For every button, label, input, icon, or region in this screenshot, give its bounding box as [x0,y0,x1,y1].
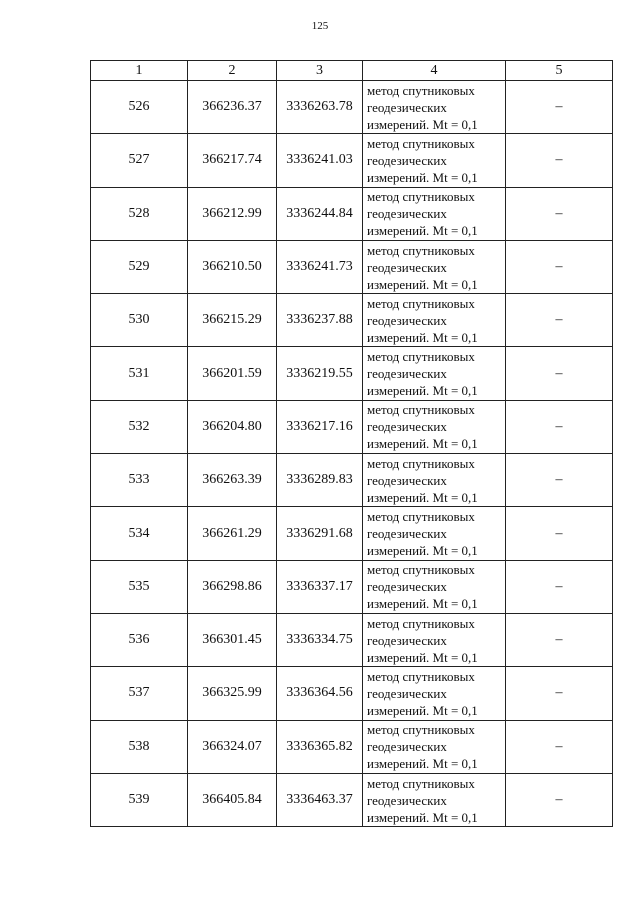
y-coordinate-cell: 3336337.17 [277,560,363,613]
method-cell [363,507,506,560]
table-body [91,81,613,827]
method-text-line: измерений. Mt = 0,1 [367,543,478,559]
y-coordinate-cell: 3336463.37 [277,773,363,826]
method-text-line: геодезических [367,419,447,435]
point-number-cell: 527 [91,134,188,187]
method-cell [363,454,506,507]
method-text-line: измерений. Mt = 0,1 [367,276,478,292]
method-text-line: измерений. Mt = 0,1 [367,489,478,505]
method-text-line: метод спутниковых [367,455,475,471]
table-row [91,773,613,826]
method-text-line: метод спутниковых [367,402,475,418]
table-header-row [91,61,613,81]
dash-cell: – [506,667,613,720]
column-header-1: 1 [91,61,188,81]
y-coordinate-cell: 3336291.68 [277,507,363,560]
method-cell [363,347,506,400]
table-row [91,187,613,240]
method-text-line: геодезических [367,632,447,648]
method-cell [363,720,506,773]
method-cell [363,294,506,347]
x-coordinate-cell: 366210.50 [188,240,277,293]
point-number-cell: 538 [91,720,188,773]
x-coordinate-cell: 366217.74 [188,134,277,187]
method-text-line: метод спутниковых [367,509,475,525]
method-text-line: метод спутниковых [367,189,475,205]
point-number-cell: 533 [91,454,188,507]
method-text-line: метод спутниковых [367,722,475,738]
method-text-line: геодезических [367,472,447,488]
dash-cell: – [506,134,613,187]
point-number-cell: 536 [91,613,188,666]
point-number-cell: 528 [91,187,188,240]
x-coordinate-cell: 366215.29 [188,294,277,347]
table-row [91,81,613,134]
y-coordinate-cell: 3336244.84 [277,187,363,240]
method-cell [363,187,506,240]
point-number-cell: 537 [91,667,188,720]
method-text-line: геодезических [367,579,447,595]
method-text-line: метод спутниковых [367,562,475,578]
y-coordinate-cell: 3336263.78 [277,81,363,134]
table-row [91,560,613,613]
method-text-line: метод спутниковых [367,668,475,684]
y-coordinate-cell: 3336219.55 [277,347,363,400]
method-text-line: измерений. Mt = 0,1 [367,169,478,185]
y-coordinate-cell: 3336217.16 [277,400,363,453]
method-text-line: измерений. Mt = 0,1 [367,116,478,132]
x-coordinate-cell: 366201.59 [188,347,277,400]
table-row [91,134,613,187]
x-coordinate-cell: 366204.80 [188,400,277,453]
point-number-cell: 526 [91,81,188,134]
y-coordinate-cell: 3336364.56 [277,667,363,720]
table-row [91,720,613,773]
method-cell [363,134,506,187]
dash-cell: – [506,294,613,347]
y-coordinate-cell: 3336365.82 [277,720,363,773]
method-text-line: геодезических [367,685,447,701]
x-coordinate-cell: 366325.99 [188,667,277,720]
method-text-line: геодезических [367,792,447,808]
coordinates-table [90,60,613,827]
method-text-line: метод спутниковых [367,615,475,631]
method-text-line: геодезических [367,366,447,382]
method-cell [363,667,506,720]
method-cell [363,560,506,613]
point-number-cell: 535 [91,560,188,613]
column-header-3: 3 [277,61,363,81]
method-text-line: геодезических [367,206,447,222]
table-row [91,400,613,453]
dash-cell: – [506,773,613,826]
method-text-line: метод спутниковых [367,82,475,98]
dash-cell: – [506,400,613,453]
dash-cell: – [506,560,613,613]
dash-cell: – [506,240,613,293]
table-row [91,507,613,560]
point-number-cell: 531 [91,347,188,400]
dash-cell: – [506,187,613,240]
x-coordinate-cell: 366405.84 [188,773,277,826]
method-text-line: измерений. Mt = 0,1 [367,756,478,772]
dash-cell: – [506,507,613,560]
point-number-cell: 532 [91,400,188,453]
y-coordinate-cell: 3336334.75 [277,613,363,666]
x-coordinate-cell: 366301.45 [188,613,277,666]
method-text-line: метод спутниковых [367,349,475,365]
method-text-line: геодезических [367,259,447,275]
point-number-cell: 534 [91,507,188,560]
method-text-line: геодезических [367,526,447,542]
method-cell [363,240,506,293]
point-number-cell: 530 [91,294,188,347]
y-coordinate-cell: 3336241.03 [277,134,363,187]
method-cell [363,81,506,134]
method-cell [363,613,506,666]
x-coordinate-cell: 366263.39 [188,454,277,507]
method-text-line: метод спутниковых [367,295,475,311]
point-number-cell: 529 [91,240,188,293]
x-coordinate-cell: 366298.86 [188,560,277,613]
method-text-line: геодезических [367,99,447,115]
y-coordinate-cell: 3336289.83 [277,454,363,507]
table-row [91,454,613,507]
table-row [91,240,613,293]
method-text-line: измерений. Mt = 0,1 [367,223,478,239]
method-text-line: измерений. Mt = 0,1 [367,809,478,825]
point-number-cell: 539 [91,773,188,826]
column-header-2: 2 [188,61,277,81]
x-coordinate-cell: 366212.99 [188,187,277,240]
dash-cell: – [506,720,613,773]
method-text-line: метод спутниковых [367,775,475,791]
table-row [91,294,613,347]
dash-cell: – [506,613,613,666]
method-cell [363,400,506,453]
table-row [91,347,613,400]
method-text-line: измерений. Mt = 0,1 [367,383,478,399]
method-text-line: измерений. Mt = 0,1 [367,649,478,665]
method-text-line: измерений. Mt = 0,1 [367,436,478,452]
dash-cell: – [506,81,613,134]
method-text-line: измерений. Mt = 0,1 [367,596,478,612]
method-cell [363,773,506,826]
x-coordinate-cell: 366261.29 [188,507,277,560]
table-row [91,613,613,666]
method-text-line: метод спутниковых [367,242,475,258]
table-row [91,667,613,720]
method-text-line: измерений. Mt = 0,1 [367,329,478,345]
page-number: 125 [311,20,329,32]
method-text-line: геодезических [367,739,447,755]
method-text-line: геодезических [367,312,447,328]
x-coordinate-cell: 366236.37 [188,81,277,134]
method-text-line: геодезических [367,152,447,168]
x-coordinate-cell: 366324.07 [188,720,277,773]
dash-cell: – [506,347,613,400]
method-text-line: измерений. Mt = 0,1 [367,702,478,718]
y-coordinate-cell: 3336237.88 [277,294,363,347]
dash-cell: – [506,454,613,507]
column-header-4: 4 [363,61,506,81]
column-header-5: 5 [506,61,613,81]
y-coordinate-cell: 3336241.73 [277,240,363,293]
method-text-line: метод спутниковых [367,135,475,151]
